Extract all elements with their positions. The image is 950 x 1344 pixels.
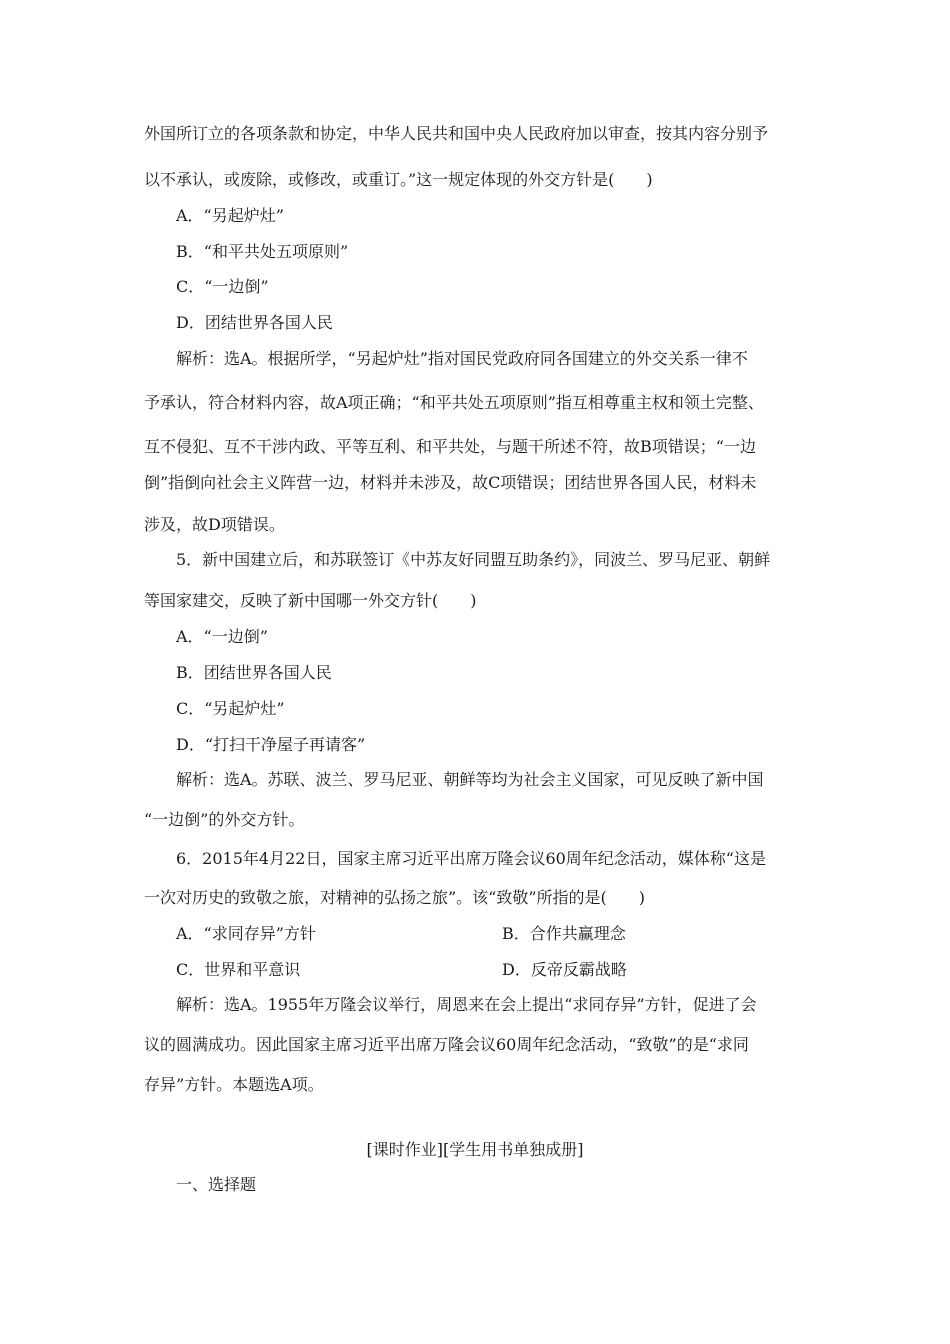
- q5-option-a: A．“一边倒”: [176, 627, 268, 646]
- q6-analysis-line: 解析：选A。1955年万隆会议举行，周恩来在会上提出“求同存异”方针，促进了会: [176, 995, 757, 1014]
- q6-analysis-line: 存异”方针。本题选A项。: [144, 1075, 324, 1094]
- q4-analysis-line: 倒”指倒向社会主义阵营一边，材料并未涉及，故C项错误；团结世界各国人民，材料未: [144, 473, 757, 492]
- q6-stem-line: 6．2015年4月22日，国家主席习近平出席万隆会议60周年纪念活动，媒体称“这是: [176, 849, 766, 868]
- q5-analysis-line: “一边倒”的外交方针。: [144, 810, 305, 829]
- q4-option-c: C．“一边倒”: [176, 277, 269, 296]
- q5-option-c: C．“另起炉灶”: [176, 699, 285, 718]
- q5-option-d: D．“打扫干净屋子再请客”: [176, 735, 366, 754]
- q6-option-a: A．“求同存异”方针: [176, 924, 316, 943]
- section-heading: 一、选择题: [176, 1175, 257, 1194]
- q6-stem-line: 一次对历史的致敬之旅，对精神的弘扬之旅”。该“致敬”所指的是( ): [144, 888, 646, 907]
- q4-analysis-line: 予承认，符合材料内容，故A项正确；“和平共处五项原则”指互相尊重主权和领土完整、: [144, 393, 764, 412]
- q4-analysis-line: 解析：选A。根据所学，“另起炉灶”指对国民党政府同各国建立的外交关系一律不: [176, 349, 748, 368]
- q6-option-c: C．世界和平意识: [176, 960, 301, 979]
- q4-analysis-line: 涉及，故D项错误。: [144, 515, 285, 534]
- q4-option-d: D．团结世界各国人民: [176, 313, 333, 332]
- q5-stem-line: 5．新中国建立后，和苏联签订《中苏友好同盟互助条约》，同波兰、罗马尼亚、朝鲜: [176, 550, 771, 569]
- q6-analysis-line: 议的圆满成功。因此国家主席习近平出席万隆会议60周年纪念活动，“致敬”的是“求同: [144, 1035, 749, 1054]
- q5-option-b: B．团结世界各国人民: [176, 663, 332, 682]
- q5-stem-line: 等国家建交，反映了新中国哪一外交方针( ): [144, 591, 477, 610]
- q5-analysis-line: 解析：选A。苏联、波兰、罗马尼亚、朝鲜等均为社会主义国家，可见反映了新中国: [176, 770, 764, 789]
- q4-stem-line: 外国所订立的各项条款和协定，中华人民共和国中央人民政府加以审查，按其内容分别予: [144, 124, 769, 143]
- q4-option-a: A．“另起炉灶”: [176, 206, 284, 225]
- q4-stem-line: 以不承认，或废除，或修改，或重订。”这一规定体现的外交方针是( ): [144, 170, 653, 189]
- q6-option-b: B．合作共赢理念: [502, 924, 626, 943]
- q4-analysis-line: 互不侵犯、互不干涉内政、平等互利、和平共处，与题干所述不符，故B项错误；“一边: [144, 437, 756, 456]
- homework-header: [课时作业][学生用书单独成册]: [366, 1140, 584, 1159]
- q6-option-d: D．反帝反霸战略: [502, 960, 627, 979]
- q4-option-b: B．“和平共处五项原则”: [176, 242, 349, 261]
